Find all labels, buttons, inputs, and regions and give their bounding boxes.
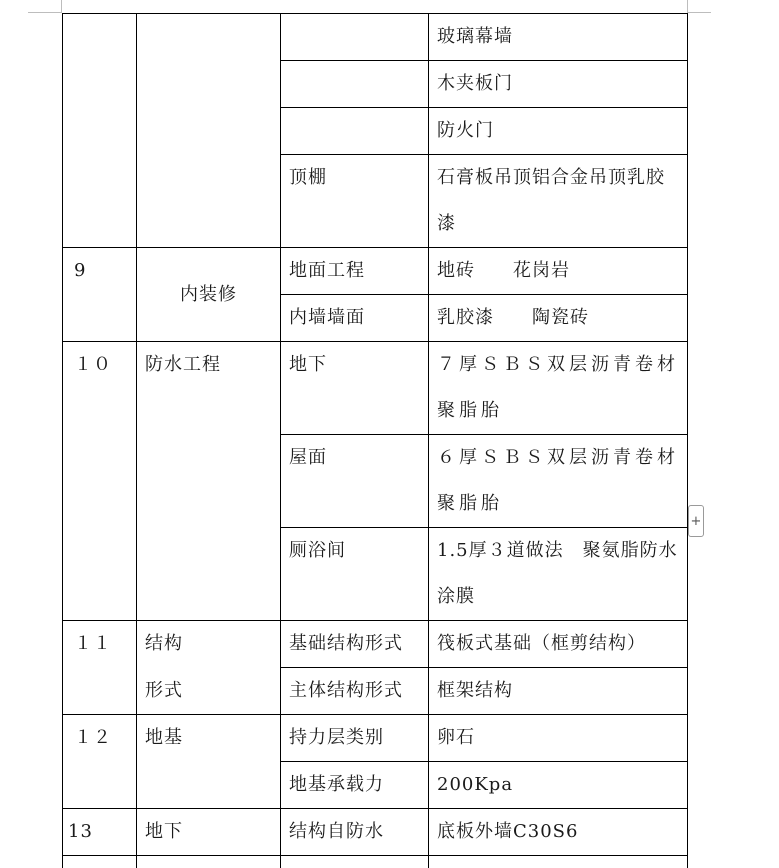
name-cell: 形式 — [137, 668, 281, 715]
sub-item-cell — [281, 856, 429, 868]
material-cell — [429, 856, 688, 868]
sub-item-cell: 地基承载力 — [281, 762, 429, 809]
name-cell: 防水工程 — [137, 342, 281, 621]
sub-item-cell: 持力层类别 — [281, 715, 429, 762]
building-spec-table — [62, 13, 688, 868]
table-row — [63, 668, 688, 715]
table-row — [63, 14, 688, 61]
sub-item-cell: 地面工程 — [281, 248, 429, 295]
name-cell — [137, 856, 281, 868]
num-cell: １２ — [63, 715, 137, 809]
sub-item-cell: 厕浴间 — [281, 528, 429, 621]
table-row — [63, 809, 688, 856]
num-cell: １０ — [63, 342, 137, 621]
table-row — [63, 856, 688, 868]
sub-item-cell — [281, 108, 429, 155]
name-cell: 内装修 — [137, 248, 281, 342]
material-cell: 玻璃幕墙 — [429, 14, 688, 61]
material-cell: 1.5厚３道做法 聚氨脂防水涂膜 — [429, 528, 688, 621]
sub-item-cell: 屋面 — [281, 435, 429, 528]
material-cell: 卵石 — [429, 715, 688, 762]
material-cell: 筏板式基础（框剪结构） — [429, 621, 688, 668]
sub-item-cell: 地下 — [281, 342, 429, 435]
num-cell: １１ — [63, 621, 137, 715]
num-cell: 13 — [63, 809, 137, 856]
table-row — [63, 715, 688, 762]
table-row — [63, 248, 688, 295]
sub-item-cell: 内墙墙面 — [281, 295, 429, 342]
num-cell — [63, 856, 137, 868]
material-cell: 木夹板门 — [429, 61, 688, 108]
table-row — [63, 342, 688, 435]
num-cell — [63, 14, 137, 248]
material-cell: 乳胶漆 陶瓷砖 — [429, 295, 688, 342]
table-row — [63, 621, 688, 668]
material-cell: 防火门 — [429, 108, 688, 155]
margin-marker-left-horizontal — [28, 12, 62, 13]
material-cell: 地砖 花岗岩 — [429, 248, 688, 295]
material-cell: ６厚ＳＢＳ双层沥青卷材聚脂胎 — [429, 435, 688, 528]
material-cell: 底板外墙C30S6 — [429, 809, 688, 856]
material-cell: 200Kpa — [429, 762, 688, 809]
table-add-handle[interactable]: + — [688, 505, 704, 537]
sub-item-cell: 主体结构形式 — [281, 668, 429, 715]
material-cell: 框架结构 — [429, 668, 688, 715]
sub-item-cell: 顶棚 — [281, 155, 429, 248]
margin-marker-right-horizontal — [687, 12, 711, 13]
num-cell: 9 — [63, 248, 137, 342]
sub-item-cell: 基础结构形式 — [281, 621, 429, 668]
sub-item-cell: 结构自防水 — [281, 809, 429, 856]
name-cell — [137, 14, 281, 248]
sub-item-cell — [281, 61, 429, 108]
material-cell: 石膏板吊顶铝合金吊顶乳胶漆 — [429, 155, 688, 248]
name-cell: 结构 — [137, 621, 281, 668]
sub-item-cell — [281, 14, 429, 61]
name-cell: 地下 — [137, 809, 281, 856]
material-cell: ７厚ＳＢＳ双层沥青卷材聚脂胎 — [429, 342, 688, 435]
name-cell: 地基 — [137, 715, 281, 809]
